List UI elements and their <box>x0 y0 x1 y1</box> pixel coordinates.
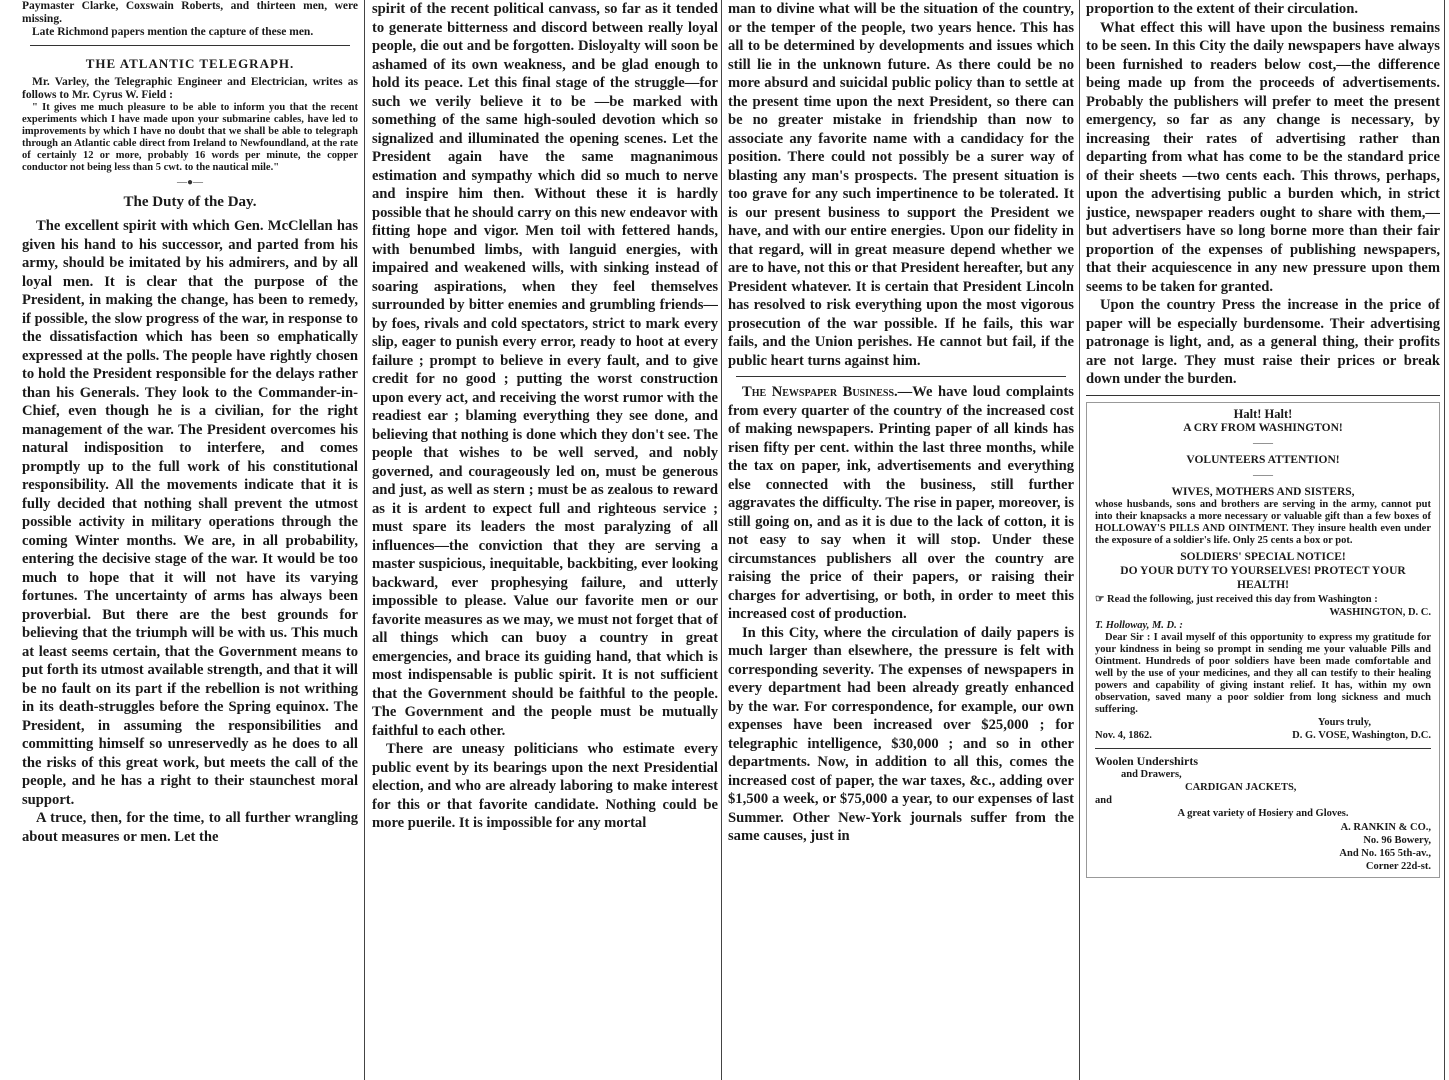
soldiers-notice-heading: SOLDIERS' SPECIAL NOTICE! <box>1180 550 1346 563</box>
column-rule <box>721 0 722 1080</box>
address-line-3: Corner 22d-st. <box>1365 860 1431 872</box>
divination-paragraph: man to divine what will be the situation of the country, or the temper of the people, two years hence. This has all to be determined by developments and issues which still lie in the unknown future. As there could be no more absurd and suicidal public policy than to settle at the present time upon the next President, so there can be no greater mistake in friendship than now to associate any favorite name with a candidacy for the position. There could not possibly be a surer way of blasting any man's prospects. The present situation is too grave for any such impertinence to be tolerated. It is our present business to support the President we have, and with our entire energies. Upon our fidelity in that regard, will in great measure depend whether we are to have, not this or that President hereafter, but any President whatever. It is certain that President Lincoln has resolved to risk everything upon the most vigorous prosecution of the war possible. If he fails, this war fails, and the Union perishes. He cannot but fail, if the public heart turns against him. <box>728 1 1074 369</box>
newspaper-business-paragraph-1 <box>728 383 1074 624</box>
cry-heading: A CRY FROM WASHINGTON! <box>1183 421 1343 434</box>
letter-place: WASHINGTON, D. C. <box>1329 606 1431 618</box>
volunteers-heading: VOLUNTEERS ATTENTION! <box>1186 453 1340 466</box>
letter-date: Nov. 4, 1862. <box>1095 729 1152 741</box>
divider <box>736 376 1066 377</box>
atlantic-intro: Mr. Varley, the Telegraphic Engineer and Electrician, writes as follows to Mr. Cyrus W. Field : <box>22 76 358 101</box>
duty-paragraph-1: The excellent spirit with which Gen. McClellan has given his hand to his successor, and parted from his army, should be imitated by his admirers, and by all loyal men. It is clear that the purpose of the President, in making the change, has been to remedy, if possible, the slow progress of the war, in response to the dissatisfaction which has been so emphatically expressed at the polls. The people have rightly chosen to hold the President responsible for the delays rather than his Generals. They look to the Commander-in-Chief, even though he is a civilian, for the right management of the war. The President overcomes his natural indisposition to interfere, and comes promptly up to the full work of his constitutional responsibility. All the movements indicate that it is fully decided that nothing shall prevent the utmost possible activity in military operations through the coming Winter months. We are, in all probability, entering the decisive stage of the war. It would be too much to hope that it will not have its varying fortunes. The uncertainty of arms has always been proverbial. But there are the best grounds for believing that the triumph will be with us. This much at least seems certain, that the Government means to put forth its utmost available strength, and that it will be no fault on its part if the rebellion is not writhing in its death-struggles before the Spring equinox. The President, in assuming the responsibilities and committing himself so unreservedly as he does to all the risks of this great work, but meets the call of the people, and he has a right to their staunchest moral support. <box>22 218 358 808</box>
duty-paragraph-2: A truce, then, for the time, to all further wrangling about measures or men. Let the <box>22 810 358 845</box>
ornament-divider: —— <box>1253 469 1273 481</box>
newspaper-business-text: —We have loud complaints from every quarter of the country of the increased cost of making newspapers. Printing paper of all kinds has risen fifty per cent. within the last three months, while the tax on paper, ink, advertisements and everything else connected with the business, still further aggravates the difficulty. The rise in paper, moreover, is still going on, and as it is due to the lack of cotton, it is not easy to say when it will stop. Under these circumstances publishers all over the country are raising the price of their papers, or raising their charges for advertising, or both, in order to meet this increased cost of production. <box>728 384 1074 622</box>
cardigan-line: CARDIGAN JACKETS, <box>1185 781 1297 793</box>
ornament-divider: —— <box>1253 437 1273 449</box>
divider <box>30 45 350 46</box>
wives-heading: WIVES, MOTHERS AND SISTERS, <box>1171 485 1355 498</box>
divider <box>1095 748 1431 749</box>
letter-signature-row <box>1095 729 1431 742</box>
wives-text: whose husbands, sons and brothers are serving in the army, cannot put into their knapsacks a more necessary or valuable gift than a few boxes of HOLLOWAY'S PILLS AND OINTMENT. They insure health even under the exposure of a soldier's life. Only 25 cents a box or pot. <box>1095 498 1431 546</box>
read-following-text: ☞ Read the following, just received this day from Washington : <box>1095 593 1378 605</box>
duty-continued-paragraph: spirit of the recent political canvass, so far as it tended to generate bitterness and discord between really loyal people, die out and be forgotten. Disloyalty will soon be ashamed of its own weakness, and be glad enough to hold its peace. Let this final stage of the struggle—for such we verily believe it to be —be marked with something of the same high-souled devotion which so signalized and illuminated the opening scenes. Let the President again have the same magnanimous estimation and sympathy which did so much to nerve and inspire him then. Without these it is hardly possible that he should carry on this new endeavor with fitting hope and vigor. Men toil with fettered hands, with benumbed limbs, with languid energies, with impaired and weakened wills, with sinking instead of soaring aspirations, when they feel themselves surrounded by bitter enemies and grumbling friends—by foes, rivals and cold spectators, strict to mark every slip, eager to punish every error, ready to hoot at every failure ; prompt to believe in every fault, and to give credit for no good ; putting the worst construction upon every act, and receiving the worst rumor with the readiest ear ; blaming everything they see done, and believing that nothing is done which they don't see. The people that wishes to be well served, and nobly governed, and courageously led on, must be generous and just, as well as stern ; must be as zealous to reward as it is ardent to expect full and righteous service ; must spare its leaders the most paralyzing of all influences—the conviction that they are serving a master suspicious, inequitable, backbiting, ever looking backward, ever prophesying failure, and utterly impossible to please. Value our favorite men or our favorite measures as we may, we must not forget that of all things which can buoy a country in great emergencies, and brace its guiding hand, that which is most indispensable is public spirit. It is not sufficient that the Government should be faithful to the people. The Government and the people must be mutually faithful to each other. <box>372 1 718 739</box>
column-1 <box>22 0 358 1080</box>
richmond-note: Late Richmond papers mention the capture of these men. <box>32 26 314 38</box>
letter-closing: Yours truly, <box>1317 716 1371 728</box>
duty-heading: DO YOUR DUTY TO YOURSELVES! PROTECT YOUR HEALTH! <box>1120 564 1406 591</box>
holloway-advertisement <box>1086 402 1440 878</box>
firm-name: A. RANKIN & CO., <box>1340 821 1431 833</box>
newspaper-business-paragraph-2: In this City, where the circulation of daily papers is much larger than elsewhere, the pressure is felt with corresponding severity. The expenses of newspapers in every department had been already greatly enhanced by the war. For correspondence, for example, our own expenses have been increased over $25,000 ; for telegraphic intelligence, $30,000 ; and so in other departments. Now, in addition to all this, comes the increased cost of paper, the war taxes, &c., adding over $1,500 a week, or $75,000 a year, to our expenses of last Summer. Other New-York journals suffer from the same causes, just in <box>728 624 1074 844</box>
circulation-line: proportion to the extent of their circulation. <box>1086 1 1358 17</box>
column-rule <box>1079 0 1080 1080</box>
divider <box>1086 395 1440 396</box>
missing-men-note: Paymaster Clarke, Coxswain Roberts, and thirteen men, were missing. <box>22 0 358 25</box>
letter-signer: D. G. VOSE, Washington, D.C. <box>1292 729 1431 741</box>
letter-body: Dear Sir : I avail myself of this opportunity to express my gratitude for your kindness in being so prompt in sending me your valuable Pills and Ointment. Hundreds of poor soldiers have been made comfortable and well by the use of your medicines, and they all can testify to their healing powers and capability of giving instant relief. It has, within my own observation, saved many a poor soldier from long sickness and much suffering. <box>1095 631 1431 715</box>
hosiery-line: A great variety of Hosiery and Gloves. <box>1177 807 1349 819</box>
column-rule <box>364 0 365 1080</box>
column-4 <box>1086 0 1440 1080</box>
halt-heading: Halt! Halt! <box>1233 406 1293 421</box>
address-line-1: No. 96 Bowery, <box>1363 834 1431 846</box>
ornament-divider: —●— <box>176 177 204 188</box>
atlantic-telegraph-heading: THE ATLANTIC TELEGRAPH. <box>85 56 295 71</box>
atlantic-quote: " It gives me much pleasure to be able to inform you that the recent experiments which I have made upon your submarine cables, have led to improvements by which I have no doubt that we shall be able to telegraph through an Atlantic cable direct from Ireland to Newfoundland, at the rate of certainly 12 or more, probably 16 words per minute, the copper conductor not being less than 5 cwt. to the nautical mile." <box>22 102 358 173</box>
column-3 <box>728 0 1074 1080</box>
country-press-paragraph: Upon the country Press the increase in the price of paper will be especially burdensome. Their advertising patronage is light, and, as a general thing, their profits are not large. They must raise their prices or break down under the burden. <box>1086 297 1440 387</box>
effect-paragraph: What effect this will have upon the business remains to be seen. In this City the daily newspapers have always been furnished to readers below cost,—the difference being made up from the proceeds of advertisements. Probably the publishers will prefer to meet the present emergency, so far as any change is necessary, by increasing their rates of advertising rather than departing from what has come to be the standard price of their sheets —two cents each. This throws, perhaps, upon the advertising public a burden which, in strict justice, newspaper readers ought to share with them,—but advertisers have so long borne more than their fair proportion of the expenses of publishing newspapers, that their acquiescence in any new pressure upon them seems to be taken for granted. <box>1086 19 1440 295</box>
letter-addressee: T. Holloway, M. D. : <box>1095 619 1183 631</box>
politicians-paragraph: There are uneasy politicians who estimate every public event by its bearings upon the next Presidential election, and who are already laboring to make interest for this or that favorite candidate. Nothing could be more puerile. It is impossible for any mortal <box>372 741 718 831</box>
and-line: and <box>1095 794 1112 806</box>
newspaper-business-title: The Newspaper Business. <box>742 384 898 400</box>
column-2 <box>372 0 718 1080</box>
drawers-line: and Drawers, <box>1121 768 1182 780</box>
woolen-heading: Woolen Undershirts <box>1095 753 1199 768</box>
column-rule <box>1444 0 1445 1080</box>
address-line-2: And No. 165 5th-av., <box>1339 847 1431 859</box>
duty-of-the-day-heading: The Duty of the Day. <box>123 194 257 210</box>
